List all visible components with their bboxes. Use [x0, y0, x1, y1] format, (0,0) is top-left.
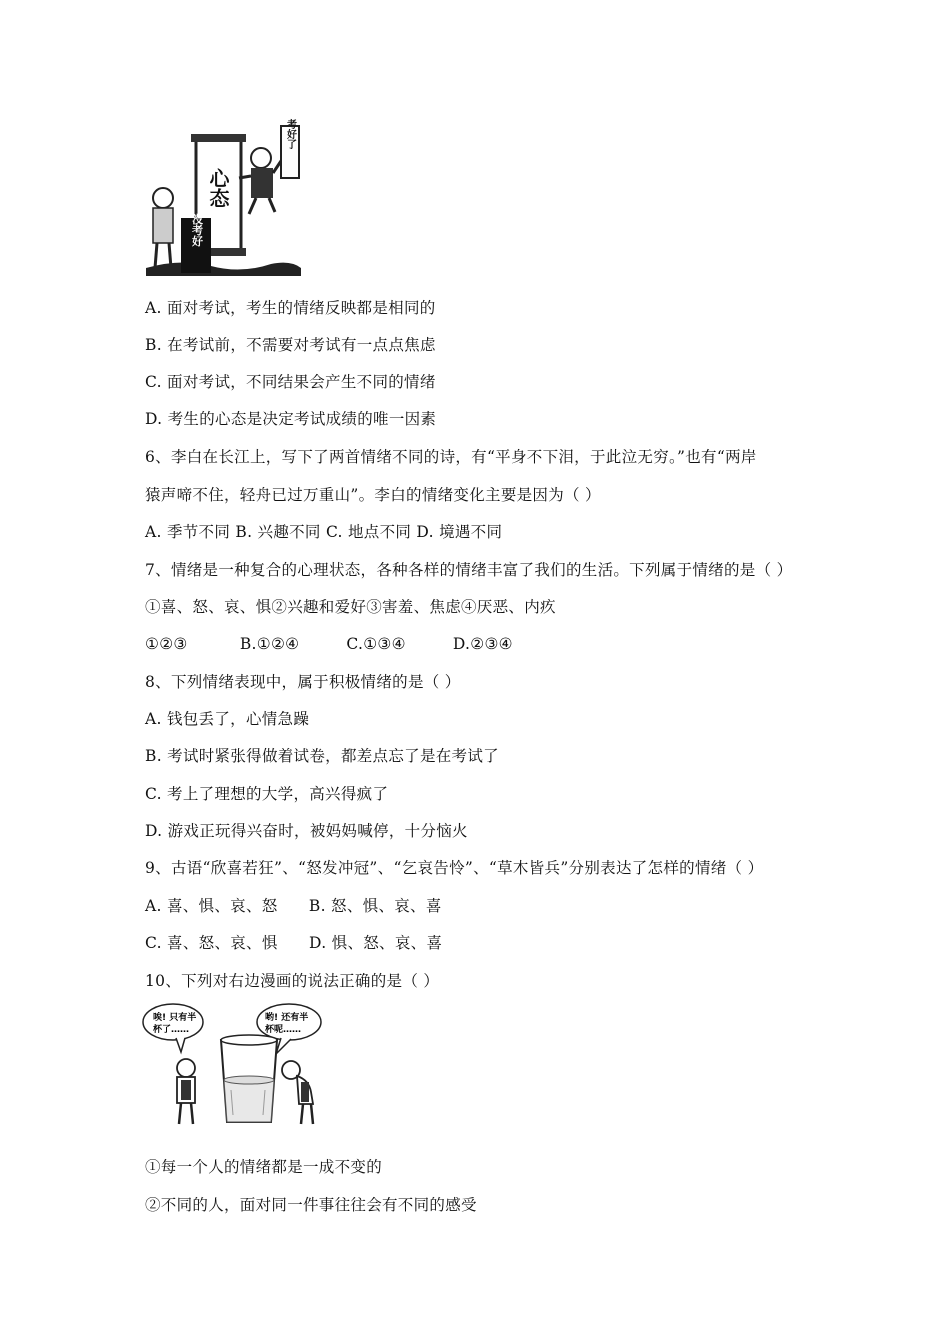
option-5d: D. 考生的心态是决定考试成绩的唯一因素 — [145, 410, 437, 428]
question-6-options: A. 季节不同 B. 兴趣不同 C. 地点不同 D. 境遇不同 — [145, 523, 503, 541]
option-8c: C. 考上了理想的大学，高兴得疯了 — [145, 785, 389, 803]
sign-right-text: 考好了 — [284, 119, 296, 149]
option-8b: B. 考试时紧张得做着试卷，都差点忘了是在考试了 — [145, 747, 499, 765]
question-6-line-2: 猿声啼不住，轻舟已过万重山”。李白的情绪变化主要是因为（ ） — [145, 486, 601, 504]
question-8: 8、下列情绪表现中，属于积极情绪的是（ ） — [145, 673, 461, 691]
question-7: 7、情绪是一种复合的心理状态，各种各样的情绪丰富了我们的生活。下列属于情绪的是（ ） — [145, 561, 793, 579]
bubble-right-line-2: 杯呢…… — [265, 1025, 302, 1035]
option-5c: C. 面对考试，不同结果会产生不同的情绪 — [145, 373, 436, 391]
option-5a: A. 面对考试，考生的情绪反映都是相同的 — [145, 299, 436, 317]
option-8d: D. 游戏正玩得兴奋时，被妈妈喊停，十分恼火 — [145, 822, 468, 840]
question-9-options-ab: A. 喜、惧、哀、怒 B. 怒、惧、哀、喜 — [145, 897, 442, 915]
question-10: 10、下列对右边漫画的说法正确的是（ ） — [145, 972, 440, 990]
bubble-right-line-1: 哟! 还有半 — [265, 1013, 309, 1023]
question-10-item-1: ①每一个人的情绪都是一成不变的 — [145, 1158, 383, 1176]
option-8a: A. 钱包丢了，心情急躁 — [145, 710, 310, 728]
half-glass-cartoon — [141, 1000, 331, 1128]
question-9: 9、古语“欣喜若狂”、“怒发冲冠”、“乞哀告怜”、“草木皆兵”分别表达了怎样的情绪（ ） — [145, 859, 764, 877]
bubble-left-line-1: 唉! 只有半 — [153, 1013, 197, 1023]
question-7-items: ①喜、怒、哀、惧②兴趣和爱好③害羞、焦虑④厌恶、内疚 — [145, 598, 556, 616]
question-10-item-2: ②不同的人，面对同一件事往往会有不同的感受 — [145, 1196, 477, 1214]
question-7-options: ①②③ B.①②④ C.①③④ D.②③④ — [145, 635, 513, 653]
option-5b: B. 在考试前，不需要对考试有一点点焦虑 — [145, 336, 436, 354]
sign-left-text: 没考好 — [190, 213, 204, 247]
question-6-line-1: 6、李白在长江上，写下了两首情绪不同的诗，有“平身不下泪，于此泣无穷。”也有“两岸 — [145, 448, 757, 466]
sign-main-char-1: 心态 — [206, 168, 230, 208]
mindset-cartoon — [141, 118, 304, 276]
question-9-options-cd: C. 喜、怒、哀、惧 D. 惧、怒、哀、喜 — [145, 934, 443, 952]
bubble-left-line-2: 杯了…… — [153, 1025, 190, 1035]
